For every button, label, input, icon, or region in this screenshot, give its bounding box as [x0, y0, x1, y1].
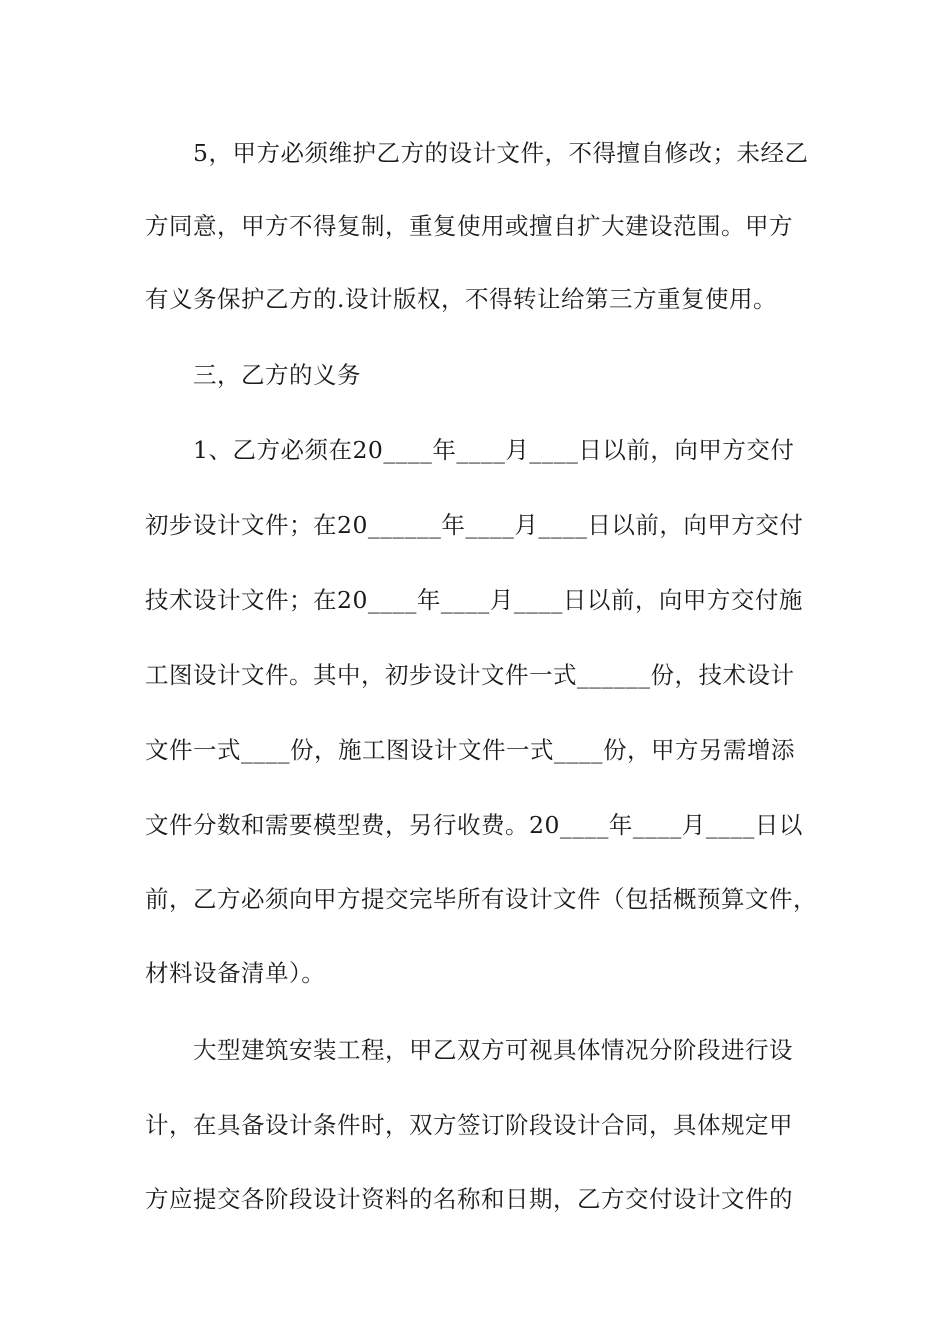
paragraph-1-line-2: 初步设计文件；在20______年____月____日以前，向甲方交付 [145, 511, 804, 539]
paragraph-large-line-3: 方应提交各阶段设计资料的名称和日期，乙方交付设计文件的 [145, 1185, 793, 1213]
paragraph-1-line-8: 材料设备清单）。 [145, 959, 326, 987]
paragraph-5-line-1: 5，甲方必须维护乙方的设计文件，不得擅自修改；未经乙 [193, 139, 809, 167]
paragraph-large-line-2: 计，在具备设计条件时，双方签订阶段设计合同，具体规定甲 [145, 1111, 793, 1139]
paragraph-5-line-3: 有义务保护乙方的.设计版权，不得转让给第三方重复使用。 [145, 285, 777, 313]
paragraph-1-line-3: 技术设计文件；在20____年____月____日以前，向甲方交付施 [145, 586, 803, 614]
paragraph-1-line-7: 前，乙方必须向甲方提交完毕所有设计文件（包括概预算文件， [145, 885, 817, 913]
paragraph-1-line-4: 工图设计文件。其中，初步设计文件一式______份，技术设计 [145, 661, 795, 689]
section-heading: 三，乙方的义务 [193, 361, 361, 389]
paragraph-1-line-1: 1、乙方必须在20____年____月____日以前，向甲方交付 [193, 436, 795, 464]
paragraph-1-line-5: 文件一式____份，施工图设计文件一式____份，甲方另需增添 [145, 736, 795, 764]
paragraph-1-line-6: 文件分数和需要模型费，另行收费。20____年____月____日以 [145, 811, 803, 839]
paragraph-5-line-2: 方同意，甲方不得复制，重复使用或擅自扩大建设范围。甲方 [145, 212, 793, 240]
paragraph-large-line-1: 大型建筑安装工程，甲乙双方可视具体情况分阶段进行设 [193, 1036, 793, 1064]
